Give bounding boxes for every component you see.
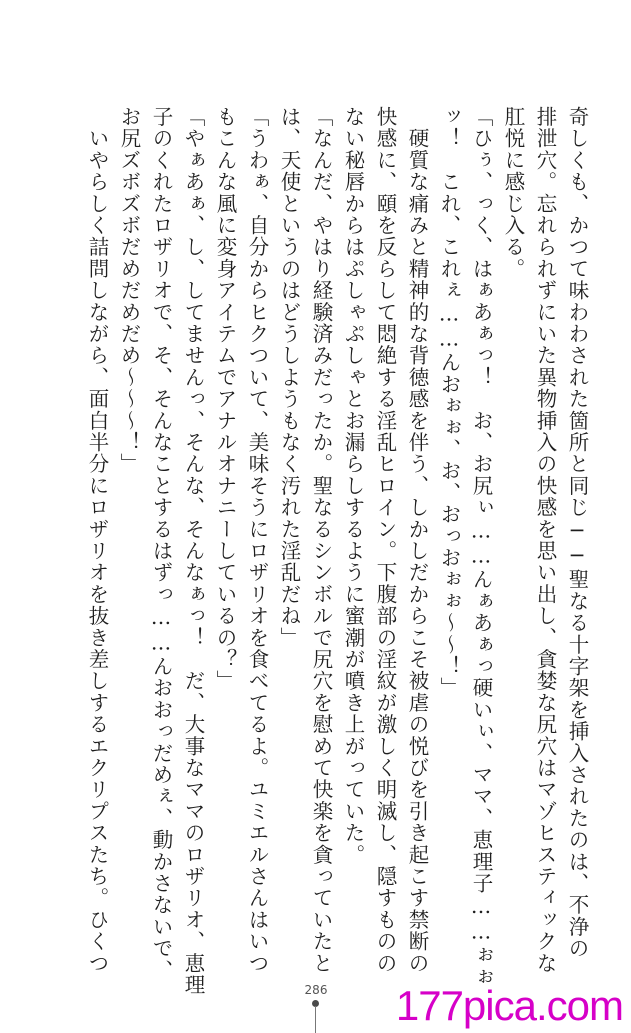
text-line: 排泄穴。忘れられずにいた異物挿入の快感を思い出し、貪婪な尻穴はマゾヒスティックな — [533, 106, 557, 974]
text-line: 「やぁあぁ、し、してませんっ、そんな、そんなぁっ！ だ、大事なママのロザリオ、恵理 — [181, 106, 205, 996]
watermark: 177pica.com — [395, 982, 623, 1029]
text-line: ッ！ これ、これぇ……んおぉぉ、お、おっおぉぉ～～！」 — [437, 106, 461, 699]
page-number: 286 — [304, 983, 328, 997]
text-line: ない秘唇からはぷしゃぷしゃとお漏らしするように蜜潮が噴き上がっていた。 — [341, 106, 365, 866]
text-line: 硬質な痛みと精神的な背徳感を伴う、しかしだからこそ被虐の悦びを引き起こす禁断の — [405, 106, 429, 975]
text-line: 奇しくも、かつて味わわされた箇所と同じ──聖なる十字架を挿入されたのは、不浄の — [565, 106, 589, 960]
text-line: いやらしく詰問しながら、面白半分にロザリオを抜き差しするエクリプスたち。ひくつ — [85, 106, 109, 974]
text-line: は、天使というのはどうしようもなく汚れた淫乱だね」 — [277, 106, 301, 649]
text-line: 肛悦に感じ入る。 — [501, 106, 525, 280]
text-line: 子のくれたロザリオで、そ、そんなことするはずっ……んおおっだめぇ、動かさないで、 — [149, 106, 173, 981]
text-line: 快感に、頤を反らして悶絶する淫乱ヒロイン。下腹部の淫紋が激しく明滅し、隠すものの — [373, 106, 397, 974]
text-line: お尻ズボズボだめだめだめ～～～！」 — [117, 106, 141, 475]
text-line: 「ひぅ、っく、はぁあぁっ！ お、お尻ぃ……んぁあぁっ硬いぃ、ママ、恵理子……ぉぉ — [469, 106, 493, 988]
text-line: 「なんだ、やはり経験済みだったか。聖なるシンボルで尻穴を慰めて快楽を貪っていたと — [309, 106, 333, 974]
text-line: 「うわぁ、自分からヒクついて、美味そうにロザリオを食べてるよ。ユミエルさんはいつ — [245, 106, 269, 974]
page-marker-line — [315, 1006, 316, 1033]
text-line: もこんな風に変身アイテムでアナルオナニーしているの？」 — [213, 106, 237, 692]
